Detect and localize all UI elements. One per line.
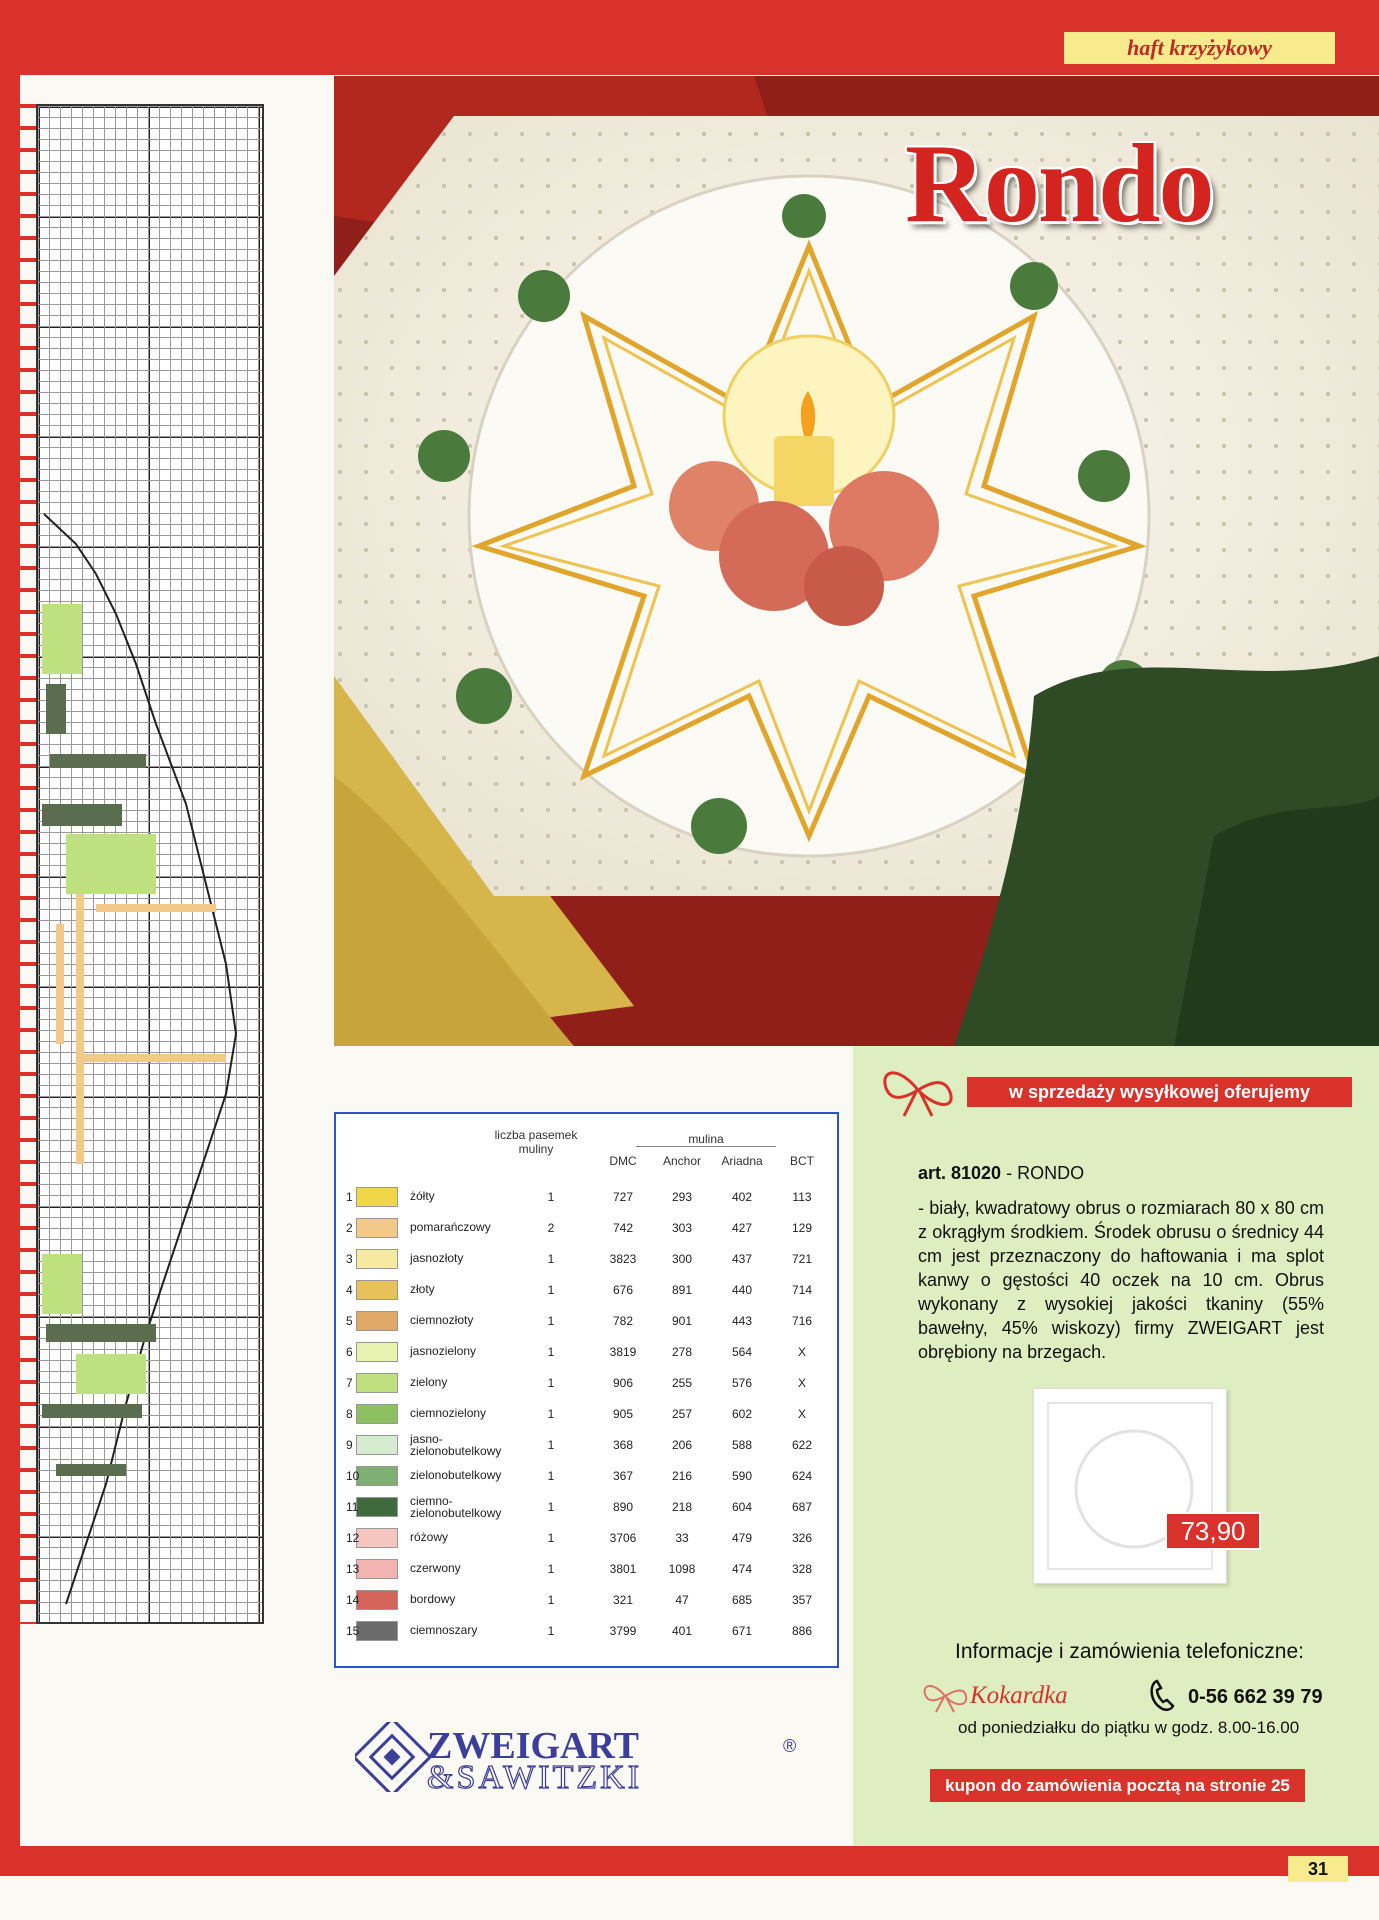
legend-dmc: 3823	[609, 1252, 637, 1266]
legend-anchor: 300	[671, 1252, 693, 1266]
legend-dmc: 368	[612, 1438, 634, 1452]
legend-swatch	[356, 1621, 398, 1641]
legend-number: 15	[346, 1624, 360, 1638]
legend-row	[336, 1244, 837, 1275]
legend-number: 11	[346, 1500, 359, 1514]
legend-row	[336, 1430, 837, 1461]
legend-color-name: ciemnozłoty	[410, 1313, 474, 1327]
legend-strands: 1	[547, 1314, 555, 1328]
legend-swatch	[356, 1528, 398, 1548]
legend-bct: 624	[791, 1469, 813, 1483]
legend-strands: 1	[547, 1345, 555, 1359]
chart-light-green-motif	[66, 834, 156, 894]
legend-swatch	[356, 1373, 398, 1393]
cross-stitch-chart-motifs	[36, 104, 264, 1624]
legend-row	[336, 1399, 837, 1430]
legend-ariadna: 440	[731, 1283, 753, 1297]
legend-strands: 1	[547, 1438, 555, 1452]
legend-swatch	[356, 1249, 398, 1269]
legend-swatch	[356, 1311, 398, 1331]
legend-bct: 328	[791, 1562, 813, 1576]
legend-row	[336, 1492, 837, 1523]
legend-swatch	[356, 1342, 398, 1362]
legend-bct: 721	[791, 1252, 813, 1266]
legend-ariadna: 402	[731, 1190, 753, 1204]
page-number: 31	[1288, 1856, 1348, 1882]
legend-color-name: różowy	[410, 1530, 449, 1544]
legend-anchor: 206	[671, 1438, 693, 1452]
legend-ariadna: 427	[731, 1221, 753, 1235]
bow-icon	[878, 1060, 958, 1120]
legend-row	[336, 1275, 837, 1306]
legend-number: 6	[346, 1345, 353, 1359]
legend-row	[336, 1523, 837, 1554]
legend-dmc: 367	[612, 1469, 634, 1483]
legend-row	[336, 1182, 837, 1213]
zweigart-logo	[355, 1722, 835, 1792]
legend-row	[336, 1306, 837, 1337]
legend-number: 10	[346, 1469, 360, 1483]
legend-ariadna: 576	[731, 1376, 753, 1390]
legend-color-name: bordowy	[410, 1592, 456, 1606]
legend-number: 3	[346, 1252, 353, 1266]
legend-anchor: 216	[671, 1469, 693, 1483]
product-image	[1033, 1388, 1227, 1584]
legend-color-name: jasno-zielonobutelkowy	[410, 1432, 502, 1458]
legend-dmc: 3799	[609, 1624, 637, 1638]
legend-number: 1	[346, 1190, 353, 1204]
chart-light-green-motif	[42, 1254, 82, 1314]
legend-anchor: 293	[671, 1190, 693, 1204]
legend-ariadna: 588	[731, 1438, 753, 1452]
legend-strands: 1	[547, 1624, 555, 1638]
legend-strands: 1	[547, 1593, 555, 1607]
legend-bct: 622	[791, 1438, 813, 1452]
legend-dmc: 782	[612, 1314, 634, 1328]
legend-anchor: 218	[671, 1500, 693, 1514]
legend-dmc: 321	[612, 1593, 634, 1607]
legend-strands: 1	[547, 1531, 555, 1545]
chart-green-motif	[42, 1404, 142, 1418]
legend-anchor: 901	[671, 1314, 693, 1328]
legend-bct: 326	[791, 1531, 813, 1545]
chart-gold-line	[96, 904, 216, 912]
left-red-margin	[0, 0, 20, 1920]
legend-bct: 886	[791, 1624, 813, 1638]
legend-dmc: 742	[612, 1221, 634, 1235]
legend-bct: 714	[791, 1283, 813, 1297]
legend-strands: 1	[547, 1500, 555, 1514]
chart-ruler-ticks	[20, 104, 36, 1624]
legend-header-ariadna: Ariadna	[721, 1154, 763, 1168]
legend-color-name: zielonobutelkowy	[410, 1468, 502, 1482]
legend-ariadna: 590	[731, 1469, 753, 1483]
legend-ariadna: 685	[731, 1593, 753, 1607]
article-name: - RONDO	[1001, 1163, 1085, 1183]
legend-strands: 1	[547, 1469, 555, 1483]
legend-anchor: 47	[675, 1593, 689, 1607]
legend-color-name: pomarańczowy	[410, 1220, 491, 1234]
legend-dmc: 3819	[609, 1345, 637, 1359]
product-description: - biały, kwadratowy obrus o rozmiarach 80 x 80 cm z okrągłym środkiem. Środek obrusu o średnicy 44 cm jest przeznaczony do haftowania i ma splot kanwy o gęstości 40 oczek na 10 cm. Obrus wykonany z wysokiej jakości tkaniny (55% bawełny, 45% wiskozy) firmy ZWEIGART jest obrębiony na brzegach.	[918, 1198, 1324, 1362]
legend-bct: X	[797, 1407, 806, 1421]
page-title: Rondo	[905, 122, 1213, 246]
price-tag: 73,90	[1165, 1512, 1261, 1550]
legend-swatch	[356, 1404, 398, 1424]
zweigart-logo-line2: &SAWITZKI	[427, 1759, 643, 1792]
legend-swatch	[356, 1280, 398, 1300]
chart-light-green-motif	[76, 1354, 146, 1394]
legend-swatch	[356, 1466, 398, 1486]
legend-anchor: 1098	[668, 1562, 696, 1576]
chart-green-motif	[46, 684, 66, 734]
legend-swatch	[356, 1497, 398, 1517]
legend-bct: 113	[792, 1190, 812, 1204]
phone-icon	[1145, 1678, 1181, 1714]
legend-color-name: jasnozłoty	[410, 1251, 464, 1265]
legend-row	[336, 1368, 837, 1399]
legend-anchor: 278	[671, 1345, 693, 1359]
product-photo	[334, 76, 1379, 1046]
legend-ariadna: 443	[731, 1314, 753, 1328]
legend-ariadna: 604	[731, 1500, 753, 1514]
legend-number: 2	[346, 1221, 353, 1235]
legend-dmc: 905	[612, 1407, 634, 1421]
legend-strands: 1	[547, 1407, 555, 1421]
legend-header-dmc: DMC	[609, 1154, 637, 1168]
legend-swatch	[356, 1559, 398, 1579]
legend-ariadna: 474	[731, 1562, 753, 1576]
chart-green-motif	[46, 1324, 156, 1342]
legend-dmc: 3801	[609, 1562, 637, 1576]
bow-icon	[920, 1678, 970, 1714]
legend-color-name: jasnozielony	[410, 1344, 477, 1358]
legend-number: 14	[346, 1593, 360, 1607]
section-tag: haft krzyżykowy	[1062, 30, 1337, 66]
legend-number: 12	[346, 1531, 360, 1545]
legend-row	[336, 1554, 837, 1585]
legend-color-name: czerwony	[410, 1561, 461, 1575]
legend-swatch	[356, 1187, 398, 1207]
chart-gold-line	[56, 924, 64, 1044]
legend-strands: 1	[547, 1252, 555, 1266]
order-info-heading: Informacje i zamówienia telefoniczne:	[955, 1640, 1305, 1663]
legend-color-name: zielony	[410, 1375, 448, 1389]
legend-bct: X	[797, 1376, 806, 1390]
legend-dmc: 906	[612, 1376, 634, 1390]
legend-header-mulina: mulina	[636, 1132, 776, 1147]
legend-swatch	[356, 1590, 398, 1610]
legend-strands: 1	[547, 1562, 555, 1576]
legend-number: 7	[346, 1376, 353, 1390]
legend-number: 8	[346, 1407, 353, 1421]
legend-color-name: złoty	[410, 1282, 435, 1296]
brand-name: Kokardka	[970, 1682, 1068, 1709]
legend-strands: 1	[547, 1376, 555, 1390]
legend-row	[336, 1616, 837, 1647]
legend-swatch	[356, 1435, 398, 1455]
legend-row	[336, 1213, 837, 1244]
legend-strands: 1	[547, 1190, 555, 1204]
legend-row	[336, 1461, 837, 1492]
legend-dmc: 727	[612, 1190, 634, 1204]
legend-strands: 2	[547, 1221, 555, 1235]
legend-header-strands: liczba pasemek muliny	[494, 1128, 578, 1156]
legend-ariadna: 479	[731, 1531, 753, 1545]
legend-bct: 716	[791, 1314, 813, 1328]
thread-legend-table	[334, 1112, 839, 1668]
legend-ariadna: 671	[731, 1624, 753, 1638]
footer-bar	[20, 1846, 1379, 1876]
chart-green-motif	[56, 1464, 126, 1476]
coupon-note: kupon do zamówienia pocztą na stronie 25	[930, 1769, 1305, 1802]
legend-ariadna: 602	[731, 1407, 753, 1421]
legend-color-name: żółty	[410, 1189, 435, 1203]
legend-number: 13	[346, 1562, 360, 1576]
offer-banner: w sprzedaży wysyłkowej oferujemy	[967, 1077, 1352, 1107]
phone-number[interactable]: 0-56 662 39 79	[1188, 1686, 1323, 1708]
legend-color-name: ciemnoszary	[410, 1623, 478, 1637]
registered-mark: ®	[783, 1736, 797, 1756]
candle	[774, 436, 834, 506]
legend-color-name: ciemnozielony	[410, 1406, 487, 1420]
legend-bct: X	[797, 1345, 806, 1359]
legend-dmc: 890	[612, 1500, 634, 1514]
legend-bct: 687	[791, 1500, 813, 1514]
legend-header-anchor: Anchor	[662, 1154, 702, 1168]
legend-ariadna: 437	[731, 1252, 753, 1266]
chart-green-motif	[50, 754, 146, 768]
legend-anchor: 255	[671, 1376, 693, 1390]
legend-bct: 357	[791, 1593, 813, 1607]
legend-dmc: 3706	[609, 1531, 637, 1545]
legend-anchor: 257	[671, 1407, 693, 1421]
legend-number: 4	[346, 1283, 353, 1297]
legend-header-bct: BCT	[790, 1154, 814, 1168]
legend-row	[336, 1585, 837, 1616]
zweigart-logo-line1: ZWEIGART	[427, 1725, 639, 1767]
legend-ariadna: 564	[731, 1345, 753, 1359]
chart-gold-line	[76, 1054, 226, 1062]
legend-dmc: 676	[612, 1283, 634, 1297]
legend-row	[336, 1337, 837, 1368]
legend-anchor: 303	[671, 1221, 693, 1235]
legend-swatch	[356, 1218, 398, 1238]
chart-gold-line	[76, 864, 84, 1164]
legend-anchor: 33	[675, 1531, 689, 1545]
legend-strands: 1	[547, 1283, 555, 1297]
article-line	[918, 1163, 1084, 1184]
chart-green-motif	[42, 804, 122, 826]
chart-light-green-motif	[42, 604, 82, 674]
legend-number: 5	[346, 1314, 353, 1328]
legend-bct: 129	[791, 1221, 813, 1235]
legend-color-name: ciemno-zielonobutelkowy	[410, 1494, 502, 1520]
footer-margin	[0, 1876, 1379, 1920]
legend-anchor: 401	[671, 1624, 693, 1638]
article-number: art. 81020	[918, 1163, 1002, 1183]
zweigart-logo-mark	[355, 1722, 430, 1792]
legend-number: 9	[346, 1438, 353, 1452]
legend-anchor: 891	[671, 1283, 693, 1297]
opening-hours: od poniedziałku do piątku w godz. 8.00-16.00	[958, 1718, 1300, 1737]
